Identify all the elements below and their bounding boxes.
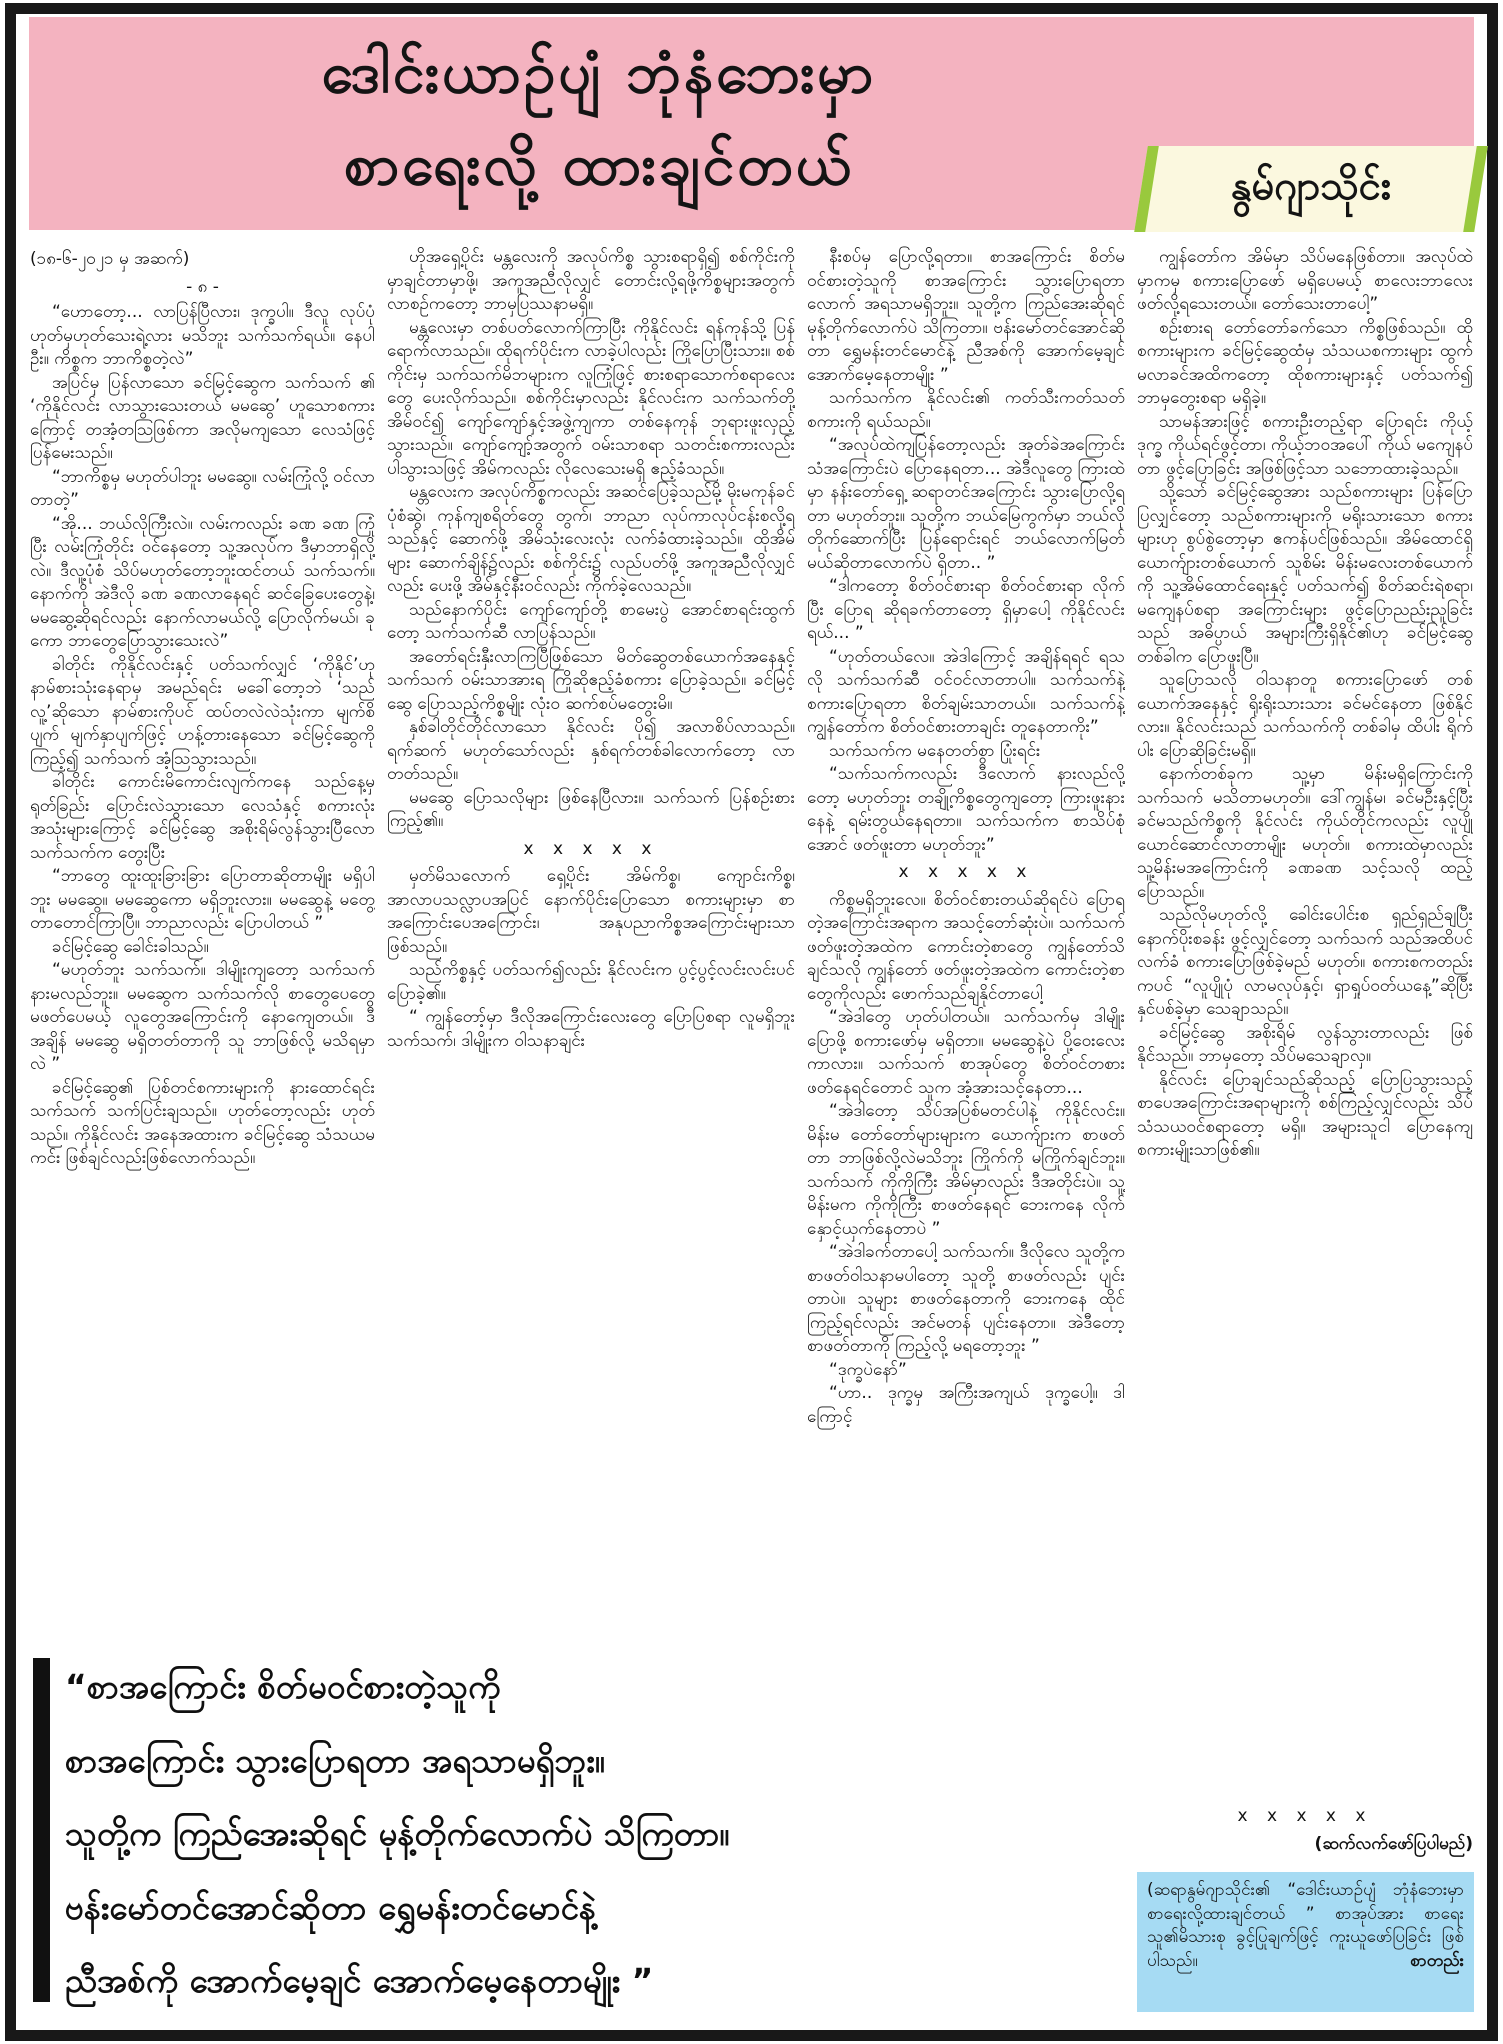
text-column-1 bbox=[30, 246, 375, 1634]
paragraph: စဉ်းစားရ တော်တော်ခက်သော ကိစ္စဖြစ်သည်။ ထိုစကားများက ခင်မြင့်ဆွေထံမှ သံသယစကားများ ထွက်မလာခင်အထိကတော့ ထိုစကားများနှင့် ပတ်သက်၍ ဘာမှတွေးစရာ မရှိခဲ့။ bbox=[1137, 317, 1473, 408]
column4-tail bbox=[1137, 1800, 1473, 1856]
paragraph: သို့သော် ခင်မြင့်ဆွေအား သည်စကားများ ပြန်ပြောပြလျှင်တော့ သည်စကားများကို မရိုးသားသော စကားများဟု စွပ်စွဲတော့မှာ ဧကန်ပင်ဖြစ်သည်။ အိမ်ထောင်ရှိ ယောက်ျားတစ်ယောက် သူစိမ်း မိန်းမလေးတစ်ယောက်ကို သူ့အိမ်ထောင်ရေးနှင့် ပတ်သက်၍ စိတ်ဆင်းရဲစရာ၊ မကျေနပ်စရာ အကြောင်းများ ဖွင့်ပြောညည်းညူခြင်းသည် အဓိပ္ပာယ် အများကြီးရှိနိုင်၏ဟု ခင်မြင့်ဆွေ တစ်ခါက ပြောဖူးပြီ။ bbox=[1137, 482, 1473, 667]
section-separator: x x x x x bbox=[523, 838, 659, 859]
text-column-3 bbox=[807, 246, 1125, 2018]
paragraph: သည်နောက်ပိုင်း ကျော်ကျော်တို့ စာမေးပွဲ အောင်စာရင်းထွက်တော့ သက်သက်ဆီ လာပြန်သည်။ bbox=[387, 599, 795, 643]
title-line-2: စာရေးလို့ ထားချင်တယ် bbox=[343, 132, 855, 198]
paragraph: “ဟောတော့... လာပြန်ပြီလား၊ ဒုက္ခပါ။ ဒီလူ လုပ်ပုံ ဟုတ်မှဟုတ်သေးရဲ့လား မသိဘူး သက်သက်ရယ်။ နေပါဦး။ ကိစ္စက ဘာကိစ္စတဲ့လဲ” bbox=[30, 302, 375, 369]
paragraph: အတော်ရင်းနှီးလာကြပြီဖြစ်သော မိတ်ဆွေတစ်ယောက်အနေနှင့် သက်သက် ဝမ်းသာအားရ ကြိုဆိုဧည့်ခံစကား ပြောခဲ့သည်။ ခင်မြင့်ဆွေ ပြောသည့်ကိစ္စမျိုး လုံးဝ ဆက်စပ်မတွေးမိ။ bbox=[387, 646, 795, 714]
continuation-dateline: (၁၈-၆-၂၀၂၁ မှ အဆက်) bbox=[30, 249, 190, 269]
paragraph: ခါတိုင်း ကောင်းမိကောင်းလျက်ကနေ သည်နေ့မှ ရုတ်ခြည်း ပြောင်းလဲသွားသော လေသံနှင့် စကားလုံးအသုံးများကြောင့် ခင်မြင့်ဆွေ အစိုးရိမ်လွန်သွားပြီလော သက်သက်က တွေးပြီး bbox=[30, 772, 375, 863]
paragraph: ခါတိုင်း ကိုနိုင်လင်းနှင့် ပတ်သက်လျှင် ‘ကိုနိုင်’ဟု နာမ်စားသုံးနေရာမှ အမည်ရင်း မခေါ်တော့ဘဲ ‘သည်လူ့’ဆိုသော နာမ်စားကိုပင် ထပ်တလဲလဲသုံးကာ မျက်စိပျက် မျက်နှာပျက်ဖြင့် ဟန့်တားနေသော ခင်မြင့်ဆွေကို ကြည့်၍ သက်သက် အံ့ဩသွားသည်။ bbox=[30, 654, 375, 769]
paragraph: သည်လိုမဟုတ်လို့ ခေါင်းပေါင်းစ ရှည်ရှည်ချပြီး နောက်ပိုးစခန်း ဖွင့်လျှင်တော့ သက်သက် သည်အထိပင် လက်ခံ စကားပြောဖြစ်ခဲ့မည် မဟုတ်။ စကားစကတည်းကပင် “လူပျိုပုံ လာမလုပ်နှင့်၊ ရှာရှုပ်ဝတ်ယနေ့”ဆိုပြီး နှင်ပစ်ခဲ့မှာ သေချာသည်။ bbox=[1137, 905, 1473, 1019]
section-separator: x x x x x bbox=[1237, 1806, 1373, 1826]
paragraph: “အို... ဘယ်လိုကြီးလဲ။ လမ်းကလည်း ခဏ ခဏ ကြုံပြီး လမ်းကြုံတိုင်း ဝင်နေတော့ သူ့အလုပ်က ဒီမှာဘာရှိလို့လဲ။ ဒီလူ့ပုံစံ သိပ်မဟုတ်တော့ဘူးထင်တယ် သက်သက်။ နောက်ကို အဲဒီလို ခဏ ခဏလာနေရင် ဆင်ခြေပေးတွေနဲ့၊ မမဆွေ့ဆိုရင်လည်း နောက်လာမယ်လို့ ပြောလိုက်မယ်၊ ခုကော ဘာတွေပြောသွားသေးလဲ” bbox=[30, 513, 375, 651]
pull-quote-line: “စာအကြောင်း စိတ်မဝင်စားတဲ့သူကို bbox=[65, 1667, 501, 1706]
paragraph: ခင်မြင့်ဆွေ ခေါင်းခါသည်။ bbox=[52, 936, 209, 957]
paragraph: ခင်မြင့်ဆွေ၏ ပြစ်တင်စကားများကို နားထောင်ရင်း သက်သက် သက်ပြင်းချသည်။ ဟုတ်တော့လည်း ဟုတ်သည်။ ကိုနိုင်လင်း အနေအထားက ခင်မြင့်ဆွေ သံသယမကင်း ဖြစ်ချင်လည်းဖြစ်လောက်သည်။ bbox=[30, 1077, 375, 1168]
pull-quote-text bbox=[65, 1650, 761, 2018]
pull-quote-line: စာအကြောင်း သွားပြောရတာ အရသာမရှိဘူး။ bbox=[65, 1740, 605, 1780]
paragraph: “ဒုက္ခပဲနော်” bbox=[829, 1359, 907, 1380]
paragraph: နီးစပ်မှ ပြောလို့ရတာ။ စာအကြောင်း စိတ်မဝင်စားတဲ့သူကို စာအကြောင်း သွားပြောရတာလောက် အရသာမရှိဘူး။ သူတို့က ကြည်အေးဆိုရင် မုန့်တိုက်လောက်ပဲ သိကြတာ။ ဗန်းမော်တင်အောင်ဆိုတာ ရွှေမန်းတင်မောင်နဲ့ ညီအစ်ကို အောက်မေ့ချင် အောက်မေ့နေတာမျိုး ” bbox=[807, 247, 1125, 385]
pull-quote-line: ဗန်းမော်တင်အောင်ဆိုတာ ရွှေမန်းတင်မောင်နဲ့ bbox=[65, 1887, 596, 1927]
pull-quote-bar bbox=[33, 1658, 50, 2002]
paragraph: “ဟာ.. ဒုက္ခမှ အကြီးအကျယ် ဒုက္ခပေါ့။ ဒါကြောင့် bbox=[807, 1383, 1125, 1427]
paragraph: မမဆွေ ပြောသလိုများ ဖြစ်နေပြီလား။ သက်သက် ပြန်စဉ်းစားကြည့်၏။ bbox=[387, 787, 795, 831]
credit-signature: စာတည်း bbox=[1410, 1950, 1464, 1971]
paragraph: သာမန်အားဖြင့် စကားဦးတည့်ရာ ပြောရင်း ကိုယ့်ဒုက္ခ ကိုယ်ရင်ဖွင့်တာ၊ ကိုယ့်ဘဝအပေါ် ကိုယ် မကျေနပ်တာ ဖွင့်ပြောခြင်း အဖြစ်ဖြင့်သာ သဘောထားခဲ့သည်။ bbox=[1137, 411, 1473, 479]
pull-quote bbox=[33, 1650, 761, 2012]
paragraph: “အဲဒါခက်တာပေါ့ သက်သက်။ ဒီလိုလေ သူတို့က စာဖတ်ဝါသနာမပါတော့ သူတို့ စာဖတ်လည်း ပျင်းတာပဲ။ သူများ စာဖတ်နေတာကို ဘေးကနေ ထိုင်ကြည့်ရင်လည်း အင်မတန် ပျင်းနေတာ။ အဲဒီတော့ စာဖတ်တာကို ကြည့်လို့ မရတော့ဘူး ” bbox=[807, 1242, 1125, 1356]
credit-text: (ဆရာနွမ်ဂျာသိုင်း၏ “ဒေါင်းယာဉ်ပျံ ဘုံနံဘေးမှာ စာရေးလို့ထားချင်တယ် ” စာအုပ်အား စာရေးသူ၏မိသားစု ခွင့်ပြုချက်ဖြင့် ကူးယူဖော်ပြခြင်း ဖြစ်ပါသည်။ bbox=[1147, 1880, 1464, 1971]
paragraph: “ဟုတ်တယ်လေ။ အဲဒါကြောင့် အချိန်ရရင် ရသလို သက်သက်ဆီ ဝင်ဝင်လာတာပါ။ သက်သက်နဲ့ စကားပြောရတာ စိတ်ချမ်းသာတယ်။ သက်သက်နဲ့ ကျွန်တော်က စိတ်ဝင်စားတာချင်း တူနေတာကိုး” bbox=[807, 646, 1125, 737]
paragraph: “အလုပ်ထဲကျပြန်တော့လည်း အုတ်ခဲအကြောင်း သံအကြောင်းပဲ ပြောနေရတာ... အဲဒီလူတွေ ကြားထဲမှာ နန်းတော်ရှေ့ ဆရာတင်အကြောင်း သွားပြောလို့ရတာ မဟုတ်ဘူး။ သူတို့က ဘယ်မြေကွက်မှာ ဘယ်လိုတိုက်ဆောက်ပြီး ပြန်ရောင်းရင် ဘယ်လောက်မြတ်မယ်ဆိုတာလောက်ပဲ ရှိတာ.. ” bbox=[807, 435, 1125, 573]
text-column-2 bbox=[387, 246, 795, 1634]
pull-quote-line: ညီအစ်ကို အောက်မေ့ချင် အောက်မေ့နေတာမျိုး ” bbox=[65, 1961, 654, 2000]
page-title bbox=[29, 27, 1169, 211]
paragraph: “ဘာတွေ ထူးထူးခြားခြား ပြောတာဆိုတာမျိုး မရှိပါဘူး မမဆွေ။ မမဆွေကော မရှိဘူးလား။ မမဆွေနဲ့ မတွေ့တာတောင်ကြာပြီ။ ဘာညာလည်း ပြောပါတယ် ” bbox=[30, 866, 375, 933]
paragraph: “ဘာကိစ္စမှ မဟုတ်ပါဘူး မမဆွေ။ လမ်းကြုံလို့ ဝင်လာတာတဲ့” bbox=[30, 466, 375, 510]
paragraph: ခင်မြင့်ဆွေ အစိုးရိမ် လွန်သွားတာလည်း ဖြစ်နိုင်သည်။ ဘာမှတော့ သိပ်မသေချာလှ။ bbox=[1137, 1022, 1473, 1066]
paragraph: အပြင်မှ ပြန်လာသော ခင်မြင့်ဆွေက သက်သက် ၏ ‘ကိုနိုင်လင်း လာသွားသေးတယ် မမဆွေ’ ဟူသောစကားကြောင့် တအံ့တဩဖြစ်ကာ အလိုမကျသော လေသံဖြင့် ပြန်မေးသည်။ bbox=[30, 372, 375, 463]
paragraph: ဟိုအရှေ့ပိုင်း မန္တလေးကို အလုပ်ကိစ္စ သွားစရာရှိ၍ စစ်ကိုင်းကို မှာချင်တာမှာဖို့၊ အကူအညီလိုလျှင် တောင်းလို့ရဖို့ကိစ္စများအတွက် လာစဉ်ကတော့ ဘာမှပြဿနာမရှိ။ bbox=[387, 247, 795, 314]
paragraph: “ ကျွန်တော့်မှာ ဒီလိုအကြောင်းလေးတွေ ပြောပြစရာ လူမရှိဘူး သက်သက်၊ ဒါမျိုးက ဝါသနာချင်း bbox=[387, 1007, 795, 1051]
paragraph: မှတ်မိသလောက် ရှေ့ပိုင်း အိမ်ကိစ္စ၊ ကျောင်းကိစ္စ၊ အာလာပသလ္လာပအပြင် နောက်ပိုင်းပြောသော စကားများမှာ စာအကြောင်းပေအကြောင်း၊ အနုပညာကိစ္စအကြောင်းများသာ ဖြစ်သည်။ bbox=[387, 866, 795, 957]
paragraph: သူပြောသလို ဝါသနာတူ စကားပြောဖော် တစ်ယောက်အနေနှင့် ရိုးရိုးသားသား ခင်မင်နေတာ ဖြစ်နိုင်လား။ နိုင်လင်းသည် သက်သက်ကို တစ်ခါမှ ထိပါး ရိုက်ပါး ပြောဆိုခြင်းမရှိ။ bbox=[1137, 670, 1473, 761]
paragraph: နိုင်လင်း ပြောချင်သည်ဆိုသည့် ပြောပြသွားသည့် စာပေအကြောင်းအရာများကို စစ်ကြည့်လျှင်လည်း သိပ်သံသယဝင်စရာတော့ မရှိ။ အများသူငါ ပြောနေကျ စကားမျိုးသာဖြစ်၏။ bbox=[1137, 1069, 1473, 1160]
paragraph: သက်သက်က နိုင်လင်း၏ ကတ်သီးကတ်သတ် စကားကို ရယ်သည်။ bbox=[807, 388, 1125, 432]
paragraph: “မဟုတ်ဘူး သက်သက်။ ဒါမျိုးကျတော့ သက်သက် နားမလည်ဘူး။ မမဆွေက သက်သက်လို စာတွေပေတွေ မဖတ်ပေမယ့် လူတွေအကြောင်းကို နောကျေတယ်။ ဒီအချိန် မမဆွေ မရှိတတ်တာကို သူ ဘာဖြစ်လို့ မသိရမှာလဲ ” bbox=[30, 960, 375, 1074]
paragraph: “အဲဒါတွေ ဟုတ်ပါတယ်။ သက်သက်မှ ဒါမျိုးပြောဖို့ စကားဖော်မှ မရှိတာ။ မမဆွေနဲ့ပဲ ပို့ဝေးလေးကာလား။ သက်သက် စာအုပ်တွေ စိတ်ဝင်တစား ဖတ်နေရင်တောင် သူက အံ့အားသင့်နေတာ... bbox=[807, 1007, 1125, 1098]
paragraph: မန္တလေးမှာ တစ်ပတ်လောက်ကြာပြီး ကိုနိုင်လင်း ရန်ကုန်သို့ ပြန်ရောက်လာသည်။ ထိုရက်ပိုင်းက လာခဲ့ပါလည်း ကြိုပြောပြီးသား။ စစ်ကိုင်းမှ သက်သက်မိဘများက လူကြုံဖြင့် စားစရာသောက်စရာလေးတွေ ပေးလိုက်သည်။ စစ်ကိုင်းမှာလည်း နိုင်လင်းက သက်သက်တို့အိမ်ဝင်၍ ကျော်ကျော်နှင့်အဖွဲ့ကျကာ တစ်နေကုန် ဘုရားဖူးလှည့်သွားသည်။ ကျော်ကျော့်အတွက် ဝမ်းသာစရာ သတင်းစကားလည်း ပါသွားသဖြင့် အိမ်ကလည်း လိုလေသေးမရှိ ဧည့်ခံသည်။ bbox=[387, 317, 795, 479]
continuation-note: (ဆက်လက်ဖော်ပြပါမည်) bbox=[1314, 1834, 1473, 1854]
paragraph: နှစ်ခါတိုင်တိုင်လာသော နိုင်လင်း ပို၍ အလာစိပ်လာသည်။ ရက်ဆက် မဟုတ်သော်လည်း နှစ်ရက်တစ်ခါလောက်တော့ လာတတ်သည်။ bbox=[387, 717, 795, 784]
paragraph: သည်ကိစ္စနှင့် ပတ်သက်၍လည်း နိုင်လင်းက ပွင့်ပွင့်လင်းလင်းပင် ပြောခဲ့၏။ bbox=[387, 960, 795, 1004]
pull-quote-line: သူတို့က ကြည်အေးဆိုရင် မုန့်တိုက်လောက်ပဲ သိကြတာ။ bbox=[65, 1814, 730, 1853]
paragraph: ကိစ္စမရှိဘူးလေ။ စိတ်ဝင်စားတယ်ဆိုရင်ပဲ ပြောရတဲ့အကြောင်းအရာက အသင့်တော်ဆုံးပဲ။ သက်သက်ဖတ်ဖူးတဲ့အထဲက ကောင်းတဲ့စာတွေ ကျွန်တော်သိချင်သလို ကျွန်တော် ဖတ်ဖူးတဲ့အထဲက ကောင်းတဲ့စာတွေကိုလည်း ဖောက်သည်ချနိုင်တာပေါ့ bbox=[807, 889, 1125, 1004]
author-badge bbox=[1134, 146, 1488, 232]
paragraph: “ဒါကတော့ စိတ်ဝင်စားရာ စိတ်ဝင်စားရာ လိုက်ပြီး ပြောရ ဆိုရခက်တာတော့ ရှိမှာပေါ့ ကိုနိုင်လင်းရယ်... ” bbox=[807, 576, 1125, 643]
paragraph: “သက်သက်ကလည်း ဒီလောက် နားလည်လို့တော့ မဟုတ်ဘူး တချို့ကိစ္စတွေကျတော့ ကြားဖူးနားနေနဲ့ ရမ်းတွယ်နေရတာ။ သက်သက်က စာသိပ်စုံအောင် ဖတ်ဖူးတာ မဟုတ်ဘူး” bbox=[807, 764, 1125, 855]
paragraph: သက်သက်က မနေတတ်စွာ ပြုံးရင်း bbox=[829, 740, 1041, 761]
paragraph: ကျွန်တော်က အိမ်မှာ သိပ်မနေဖြစ်တာ။ အလုပ်ထဲမှာကမှ စကားပြောဖော် မရှိပေမယ့် စာလေးဘာလေး ဖတ်လို့ရသေးတယ်။ တော်သေးတာပေါ့” bbox=[1137, 247, 1473, 314]
credit-box bbox=[1137, 1872, 1474, 2012]
paragraph: မန္တလေးက အလုပ်ကိစ္စကလည်း အဆင်ပြေခဲ့သည်မို့ မိုးမကုန်ခင် ပုံစံဆွဲ၊ ကုန်ကျစရိတ်တွေ တွက်၊ ဘာညာ လုပ်ကာလုပ်ငန်းစလို့ရသည်နှင့် ဆောက်ဖို့ အိမ်သုံးလေးလုံး လက်ခံထားခဲ့သည်။ ထိုအိမ်များ ဆောက်ချိန်၌လည်း စစ်ကိုင်း၌ လည်ပတ်ဖို့ အကူအညီလိုလျှင်လည်း ပေးဖို့ အိမ်နှင့်နီးဝင်လည်း ကိုက်ခဲ့လေသည်။ bbox=[387, 482, 795, 596]
paragraph: “အဲဒါတော့ သိပ်အပြစ်မတင်ပါနဲ့ ကိုနိုင်လင်း။ မိန်းမ တော်တော်များများက ယောက်ျားက စာဖတ်တာ ဘာဖြစ်လို့လဲမသိဘူး ကြိုက်ကို မကြိုက်ချင်ဘူး။ သက်သက် ကိုကိုကြီး အိမ်မှာလည်း ဒီအတိုင်းပဲ။ သူ့မိန်းမက ကိုကိုကြီး စာဖတ်နေရင် ဘေးကနေ လိုက်နှောင့်ယှက်နေတာပဲ ” bbox=[807, 1101, 1125, 1239]
title-line-1: ဒေါင်းယာဉ်ပျံ ဘုံနံဘေးမှာ bbox=[321, 40, 877, 106]
author-name: နွမ်ဂျာသိုင်း bbox=[1230, 162, 1392, 209]
section-separator: x x x x x bbox=[898, 862, 1034, 882]
text-column-4 bbox=[1137, 246, 1473, 1791]
paragraph: နောက်တစ်ခုက သူ့မှာ မိန်းမရှိကြောင်းကို သက်သက် မသိတာမဟုတ်။ ဒေါ်ကျွန်မ၊ ခင်မဦးနှင့်ပြီး ခင်မသည်ကိစ္စကို နိုင်လင်း ကိုယ်တိုင်ကလည်း လူပျိုယောင်ဆောင်လာတာမျိုး မဟုတ်။ စကားထဲမှာလည်း သူ့မိန်းမအကြောင်းကို ခဏခဏ သင့်သလို ထည့်ပြောသည်။ bbox=[1137, 764, 1473, 902]
episode-marker: - ၈ - bbox=[186, 276, 219, 297]
